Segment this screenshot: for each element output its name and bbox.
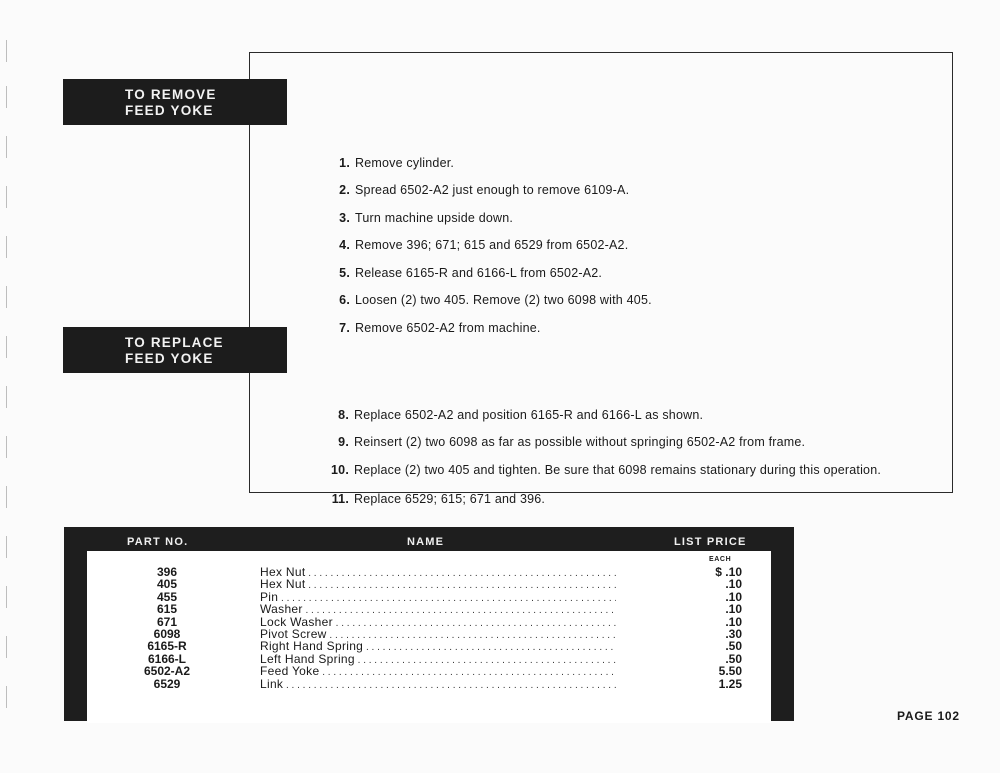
part-name: Hex Nut . . . bbox=[260, 578, 616, 592]
table-row bbox=[87, 678, 771, 690]
part-name: Right Hand Spring . . . bbox=[260, 640, 616, 654]
part-name: Feed Yoke . . . bbox=[260, 665, 616, 679]
step-item bbox=[338, 408, 704, 422]
part-no-header: PART NO. bbox=[127, 536, 189, 548]
step-number: 4. bbox=[339, 238, 350, 252]
step-number: 6. bbox=[339, 293, 350, 307]
instructions-box bbox=[249, 52, 953, 506]
table-row bbox=[87, 640, 771, 652]
step-text: Replace (2) two 405 and tighten. Be sure that 6098 remains stationary during this operation. bbox=[354, 463, 882, 477]
each-label: EACH bbox=[709, 556, 732, 563]
step-number: 3. bbox=[339, 211, 350, 225]
part-price: .50 bbox=[725, 639, 742, 654]
part-number: 615 bbox=[156, 602, 178, 617]
step-number: 2. bbox=[339, 183, 350, 197]
step-item bbox=[331, 492, 546, 506]
part-name: Pin . . . bbox=[260, 591, 616, 605]
table-row bbox=[87, 591, 771, 603]
step-text: Replace 6502-A2 and position 6165-R and 6166-L as shown. bbox=[354, 408, 704, 422]
step-item bbox=[331, 463, 882, 477]
step-item bbox=[339, 156, 455, 170]
part-price: .30 bbox=[725, 627, 742, 641]
step-text: Remove 396; 671; 615 and 6529 from 6502-A2. bbox=[355, 238, 629, 252]
binding-holes bbox=[6, 40, 12, 740]
step-item bbox=[339, 293, 652, 307]
part-number: 455 bbox=[156, 589, 178, 604]
table-row bbox=[87, 628, 771, 640]
page-number: PAGE 102 bbox=[897, 709, 960, 723]
parts-table-body bbox=[87, 551, 771, 723]
step-number: 5. bbox=[339, 266, 350, 280]
heading-line: FEED YOKE bbox=[125, 351, 214, 366]
name-header: NAME bbox=[407, 536, 445, 548]
part-price: .10 bbox=[725, 614, 742, 629]
step-number: 9. bbox=[338, 435, 349, 449]
step-number: 7. bbox=[339, 321, 350, 335]
part-number: 6502-A2 bbox=[143, 664, 191, 679]
step-item bbox=[339, 211, 514, 225]
part-number: 396 bbox=[156, 565, 178, 579]
step-item bbox=[339, 321, 541, 335]
step-item bbox=[339, 238, 629, 252]
step-text: Turn machine upside down. bbox=[355, 211, 514, 225]
part-number: 6529 bbox=[153, 676, 181, 691]
table-row bbox=[87, 665, 771, 677]
part-number: 671 bbox=[156, 614, 178, 629]
part-number: 6098 bbox=[153, 627, 181, 641]
list-price-header: LIST PRICE bbox=[674, 536, 747, 548]
heading-line: FEED YOKE bbox=[125, 103, 214, 118]
step-number: 1. bbox=[339, 156, 350, 170]
part-number: 6165-R bbox=[147, 639, 187, 654]
step-text: Remove cylinder. bbox=[355, 156, 455, 170]
table-row bbox=[87, 566, 771, 578]
step-text: Replace 6529; 615; 671 and 396. bbox=[354, 492, 546, 506]
part-name: Left Hand Spring . . . bbox=[260, 653, 616, 667]
part-name: Pivot Screw . . . bbox=[260, 628, 616, 642]
step-item bbox=[339, 266, 603, 280]
table-row bbox=[87, 616, 771, 628]
remove-feed-yoke-heading bbox=[63, 79, 287, 125]
heading-line: TO REMOVE bbox=[125, 87, 217, 102]
table-row bbox=[87, 578, 771, 590]
step-text: Spread 6502-A2 just enough to remove 6109-A. bbox=[355, 183, 630, 197]
part-number: 6166-L bbox=[147, 651, 187, 666]
step-text: Loosen (2) two 405. Remove (2) two 6098 with 405. bbox=[355, 293, 652, 307]
replace-feed-yoke-heading bbox=[63, 327, 287, 373]
heading-line: TO REPLACE bbox=[125, 335, 224, 350]
step-text: Release 6165-R and 6166-L from 6502-A2. bbox=[355, 266, 603, 280]
step-item bbox=[339, 183, 630, 197]
parts-table bbox=[64, 527, 794, 721]
part-price: 1.25 bbox=[718, 676, 742, 691]
step-number: 8. bbox=[338, 408, 349, 422]
part-number: 405 bbox=[156, 577, 178, 592]
part-name: Lock Washer . . . bbox=[260, 616, 616, 630]
step-number: 10. bbox=[331, 463, 349, 477]
part-price: $ .10 bbox=[715, 565, 742, 579]
step-number: 11. bbox=[331, 492, 349, 506]
table-row bbox=[87, 603, 771, 615]
part-price: .10 bbox=[725, 577, 742, 592]
part-price: .50 bbox=[725, 651, 742, 666]
part-price: 5.50 bbox=[718, 664, 742, 679]
part-name: Washer . . . bbox=[260, 603, 616, 617]
part-name: Link . . . bbox=[260, 678, 616, 692]
part-price: .10 bbox=[725, 602, 742, 617]
step-item bbox=[338, 435, 806, 449]
part-name: Hex Nut . . . bbox=[260, 566, 616, 580]
step-text: Remove 6502-A2 from machine. bbox=[355, 321, 541, 335]
part-price: .10 bbox=[725, 589, 742, 604]
step-text: Reinsert (2) two 6098 as far as possible without springing 6502-A2 from frame. bbox=[354, 435, 806, 449]
